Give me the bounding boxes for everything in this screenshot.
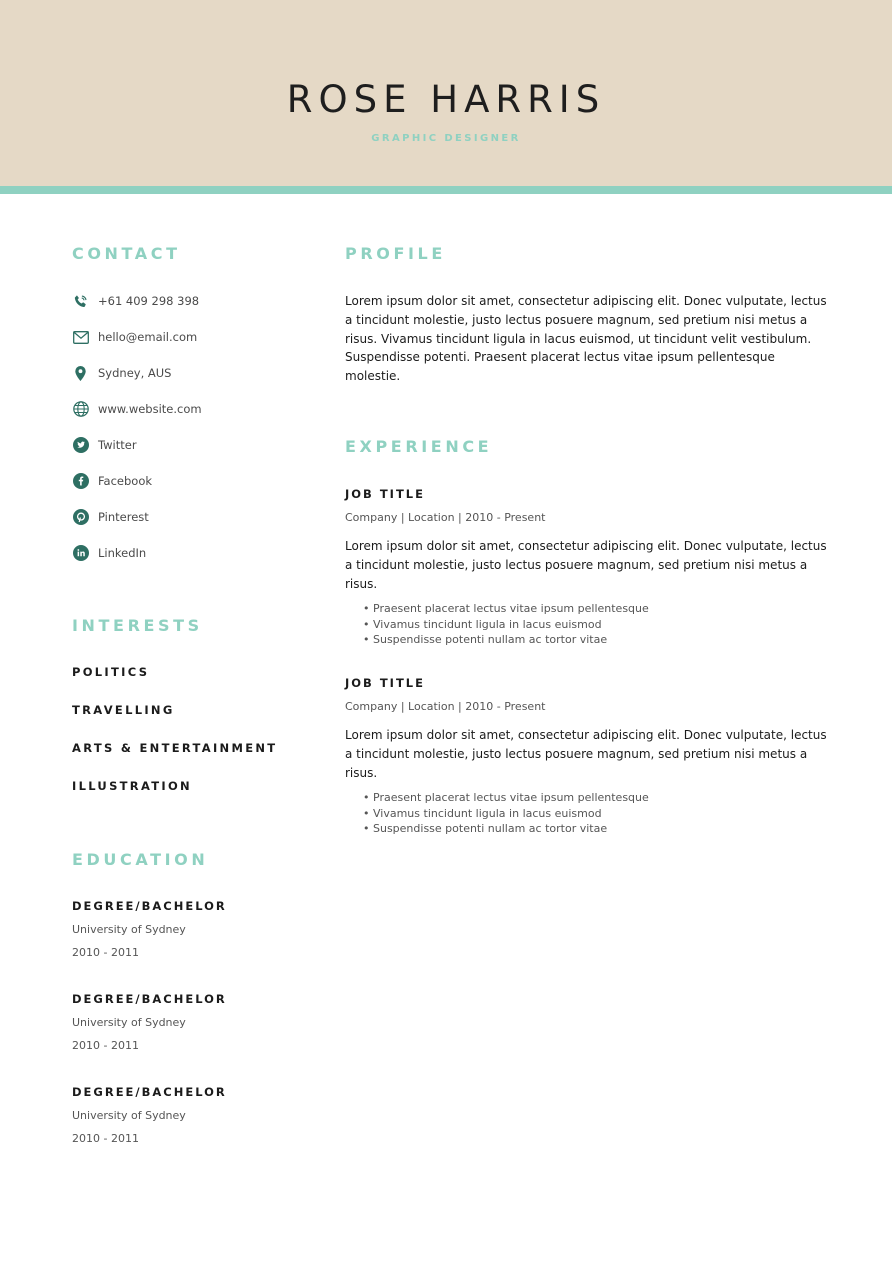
- education-school: University of Sydney: [72, 1109, 186, 1122]
- location-pin-icon: [72, 365, 89, 382]
- header-accent-stripe: [0, 186, 892, 194]
- contact-phone-text: +61 409 298 398: [98, 294, 200, 308]
- interest-item: POLITICS: [72, 665, 150, 679]
- education-degree: DEGREE/BACHELOR: [72, 1085, 227, 1099]
- interest-item: TRAVELLING: [72, 703, 175, 717]
- contact-facebook[interactable]: [72, 472, 152, 490]
- education-years: 2010 - 2011: [72, 946, 139, 959]
- job-bullet-list: [363, 790, 649, 837]
- job-meta: Company | Location | 2010 - Present: [345, 700, 546, 713]
- education-school: University of Sydney: [72, 923, 186, 936]
- job-title: JOB TITLE: [345, 487, 425, 501]
- job-bullet: • Praesent placerat lectus vitae ipsum pellentesque: [363, 790, 649, 806]
- experience-section-title: EXPERIENCE: [345, 437, 493, 456]
- job-bullet: • Praesent placerat lectus vitae ipsum pellentesque: [363, 601, 649, 617]
- contact-pinterest-text: Pinterest: [98, 510, 149, 524]
- job-description: Lorem ipsum dolor sit amet, consectetur adipiscing elit. Donec vulputate, lectus a tincidunt molestie, justo lectus posuere magnum, sed pretium nisi metus a risus.: [345, 539, 827, 591]
- interests-section-title: INTERESTS: [72, 616, 203, 635]
- contact-website-text: www.website.com: [98, 402, 202, 416]
- globe-icon: [72, 401, 89, 418]
- contact-twitter-text: Twitter: [98, 438, 137, 452]
- contact-location[interactable]: [72, 364, 171, 382]
- education-section-title: EDUCATION: [72, 850, 209, 869]
- interest-item: ILLUSTRATION: [72, 779, 192, 793]
- profile-section-title: PROFILE: [345, 244, 446, 263]
- education-degree: DEGREE/BACHELOR: [72, 899, 227, 913]
- job-meta: Company | Location | 2010 - Present: [345, 511, 546, 524]
- contact-pinterest[interactable]: [72, 508, 149, 526]
- email-icon: [72, 329, 89, 346]
- job-bullet: • Suspendisse potenti nullam ac tortor vitae: [363, 821, 649, 837]
- education-school: University of Sydney: [72, 1016, 186, 1029]
- job-bullet: • Vivamus tincidunt ligula in lacus euismod: [363, 806, 649, 822]
- contact-section-title: CONTACT: [72, 244, 181, 263]
- education-years: 2010 - 2011: [72, 1039, 139, 1052]
- contact-website[interactable]: [72, 400, 202, 418]
- job-bullet: • Vivamus tincidunt ligula in lacus euismod: [363, 617, 649, 633]
- education-degree: DEGREE/BACHELOR: [72, 992, 227, 1006]
- job-bullet-list: [363, 601, 649, 648]
- job-bullet: • Suspendisse potenti nullam ac tortor vitae: [363, 632, 649, 648]
- education-years: 2010 - 2011: [72, 1132, 139, 1145]
- person-name: ROSE HARRIS: [286, 78, 606, 121]
- profile-text: Lorem ipsum dolor sit amet, consectetur adipiscing elit. Donec vulputate, lectus a tincidunt molestie, justo lectus posuere magnum, sed pretium nisi metus a risus. Vivamus tincidunt ligula in lacus euismod, ut tincidunt velit vestibulum. Suspendisse potenti. Praesent placerat lectus vitae ipsum pellentesque molestie.: [345, 294, 827, 384]
- contact-email-text: hello@email.com: [98, 330, 198, 344]
- contact-phone[interactable]: [72, 292, 199, 310]
- facebook-icon: [72, 473, 89, 490]
- job-description: Lorem ipsum dolor sit amet, consectetur adipiscing elit. Donec vulputate, lectus a tincidunt molestie, justo lectus posuere magnum, sed pretium nisi metus a risus.: [345, 728, 827, 780]
- linkedin-icon: [72, 545, 89, 562]
- interest-item: ARTS & ENTERTAINMENT: [72, 741, 278, 755]
- job-title: JOB TITLE: [345, 676, 425, 690]
- twitter-icon: [72, 437, 89, 454]
- phone-icon: [72, 293, 89, 310]
- contact-facebook-text: Facebook: [98, 474, 153, 488]
- contact-email[interactable]: [72, 328, 197, 346]
- contact-twitter[interactable]: [72, 436, 137, 454]
- contact-location-text: Sydney, AUS: [98, 366, 172, 380]
- pinterest-icon: [72, 509, 89, 526]
- job-role: GRAPHIC DESIGNER: [371, 133, 521, 144]
- contact-linkedin[interactable]: [72, 544, 146, 562]
- contact-linkedin-text: LinkedIn: [98, 546, 147, 560]
